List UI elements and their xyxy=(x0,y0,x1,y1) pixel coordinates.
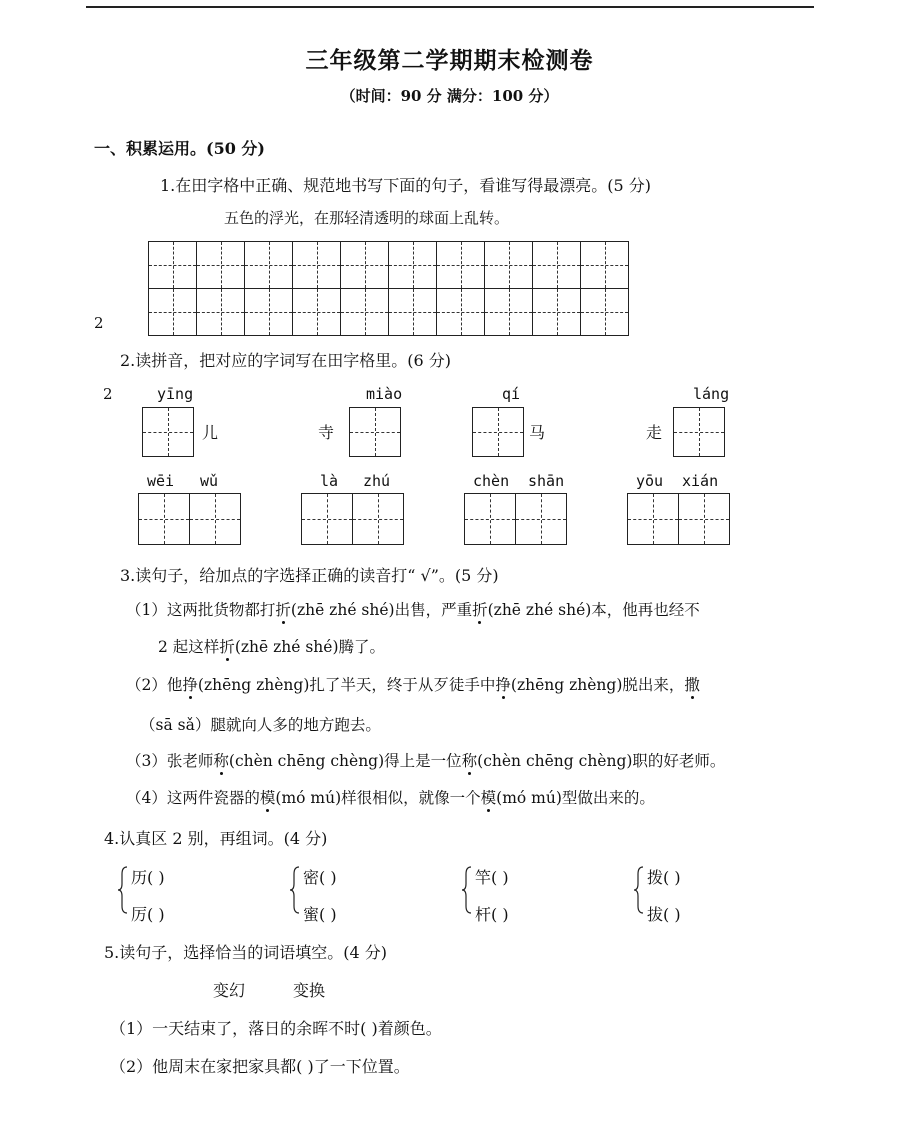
brace-icon xyxy=(290,866,300,914)
tianzige-cell[interactable] xyxy=(349,407,401,457)
tianzige-cell[interactable] xyxy=(340,241,389,289)
word-option: 变幻 xyxy=(213,981,246,1000)
word-pair-top: 竿( ) xyxy=(475,868,509,887)
tianzige-cell[interactable] xyxy=(515,493,567,545)
brace-icon xyxy=(634,866,644,914)
dotted-char: 折 xyxy=(472,598,488,620)
given-char: 走 xyxy=(646,423,663,442)
dotted-char: 称 xyxy=(213,749,229,771)
tianzige-cell[interactable] xyxy=(292,288,341,336)
pinyin-label: chèn xyxy=(473,472,510,490)
top-rule xyxy=(86,6,814,8)
tianzige-cell[interactable] xyxy=(138,493,190,545)
word-pair-top: 历( ) xyxy=(131,868,165,887)
tianzige-cell[interactable] xyxy=(532,241,581,289)
given-char: 马 xyxy=(529,423,546,442)
brace-icon xyxy=(462,866,472,914)
word-pair-bottom: 蜜( ) xyxy=(303,905,337,924)
dotted-char: 挣 xyxy=(495,673,511,695)
tianzige-cell[interactable] xyxy=(189,493,241,545)
pinyin-label: qí xyxy=(502,385,521,403)
q4-prompt: 4.认真区 2 别，再组词。(4 分) xyxy=(104,829,328,848)
q3-sentence-2-cont: （sā sǎ）腿就向人多的地方跑去。 xyxy=(140,716,381,734)
pinyin-label: xián xyxy=(682,472,719,490)
pinyin-label: yōu xyxy=(636,472,664,490)
tianzige-cell[interactable] xyxy=(484,241,533,289)
tianzige-cell[interactable] xyxy=(580,241,629,289)
tianzige-cell[interactable] xyxy=(678,493,730,545)
dotted-char: 折 xyxy=(275,598,291,620)
pinyin-label: láng xyxy=(693,385,730,403)
tianzige-cell[interactable] xyxy=(196,241,245,289)
tianzige-cell[interactable] xyxy=(148,288,197,336)
given-char: 儿 xyxy=(202,423,219,442)
tianzige-cell[interactable] xyxy=(244,241,293,289)
tianzige-cell[interactable] xyxy=(301,493,353,545)
dotted-char: 折 xyxy=(219,635,235,657)
word-pair-bottom: 杆( ) xyxy=(475,905,509,924)
q5-prompt: 5.读句子，选择恰当的词语填空。(4 分) xyxy=(104,943,388,962)
tianzige-cell[interactable] xyxy=(352,493,404,545)
tianzige-cell[interactable] xyxy=(532,288,581,336)
margin-mark: 2 xyxy=(103,385,113,403)
q3-sentence-3: （3）张老师称(chèn chēng chèng)得上是一位称(chèn chēng chèng)职的好老师。 xyxy=(126,749,725,771)
pinyin-label: zhú xyxy=(363,472,391,490)
q2-prompt: 2.读拼音，把对应的字词写在田字格里。(6 分) xyxy=(120,351,452,370)
margin-mark: 2 xyxy=(94,314,104,332)
q3-sentence-2: （2）他挣(zhēng zhèng)扎了半天，终于从歹徒手中挣(zhēng zhèng)脱出来，撒 xyxy=(126,673,700,695)
pinyin-label: wēi xyxy=(147,472,175,490)
tianzige-cell[interactable] xyxy=(388,241,437,289)
brace-icon xyxy=(118,866,128,914)
dotted-char: 撒 xyxy=(684,673,700,695)
q5-sentence-1: （1）一天结束了，落日的余晖不时( )着颜色。 xyxy=(110,1019,442,1038)
tianzige-cell[interactable] xyxy=(484,288,533,336)
word-option: 变换 xyxy=(293,981,326,1000)
dotted-char: 挣 xyxy=(182,673,198,695)
dotted-char: 称 xyxy=(462,749,478,771)
tianzige-cell[interactable] xyxy=(436,288,485,336)
page-subtitle: （时间：90 分 满分：100 分） xyxy=(340,87,559,105)
pinyin-label: wǔ xyxy=(200,472,219,490)
pinyin-label: miào xyxy=(366,385,403,403)
q3-sentence-4: （4）这两件瓷器的模(mó mú)样很相似，就像一个模(mó mú)型做出来的。 xyxy=(126,786,655,808)
tianzige-cell[interactable] xyxy=(148,241,197,289)
section-heading: 一、积累运用。(50 分) xyxy=(94,139,265,158)
pinyin-label: yīng xyxy=(157,385,194,403)
tianzige-cell[interactable] xyxy=(196,288,245,336)
tianzige-cell[interactable] xyxy=(340,288,389,336)
page-title: 三年级第二学期期末检测卷 xyxy=(305,47,594,74)
tianzige-cell[interactable] xyxy=(142,407,194,457)
tianzige-cell[interactable] xyxy=(388,288,437,336)
dotted-char: 模 xyxy=(481,786,497,808)
q1-prompt: 1.在田字格中正确、规范地书写下面的句子，看谁写得最漂亮。(5 分) xyxy=(160,176,652,195)
tianzige-cell[interactable] xyxy=(292,241,341,289)
tianzige-cell[interactable] xyxy=(580,288,629,336)
q5-sentence-2: （2）他周末在家把家具都( )了一下位置。 xyxy=(110,1057,410,1076)
pinyin-label: shān xyxy=(528,472,565,490)
tianzige-cell[interactable] xyxy=(436,241,485,289)
given-char: 寺 xyxy=(318,423,335,442)
tianzige-cell[interactable] xyxy=(472,407,524,457)
word-pair-bottom: 厉( ) xyxy=(131,905,165,924)
word-pair-top: 密( ) xyxy=(303,868,337,887)
q1-sentence: 五色的浮光，在那轻清透明的球面上乱转。 xyxy=(224,209,510,227)
tianzige-cell[interactable] xyxy=(627,493,679,545)
word-pair-top: 拨( ) xyxy=(647,868,681,887)
pinyin-label: là xyxy=(320,472,339,490)
tianzige-cell[interactable] xyxy=(673,407,725,457)
word-pair-bottom: 拔( ) xyxy=(647,905,681,924)
q3-prompt: 3.读句子，给加点的字选择正确的读音打“ √”。(5 分) xyxy=(120,566,499,585)
q3-sentence-1-cont: 2 起这样折(zhē zhé shé)腾了。 xyxy=(158,635,385,657)
tianzige-cell[interactable] xyxy=(464,493,516,545)
q3-sentence-1: （1）这两批货物都打折(zhē zhé shé)出售，严重折(zhē zhé shé)本，他再也经不 xyxy=(126,598,700,620)
tianzige-cell[interactable] xyxy=(244,288,293,336)
dotted-char: 模 xyxy=(260,786,276,808)
